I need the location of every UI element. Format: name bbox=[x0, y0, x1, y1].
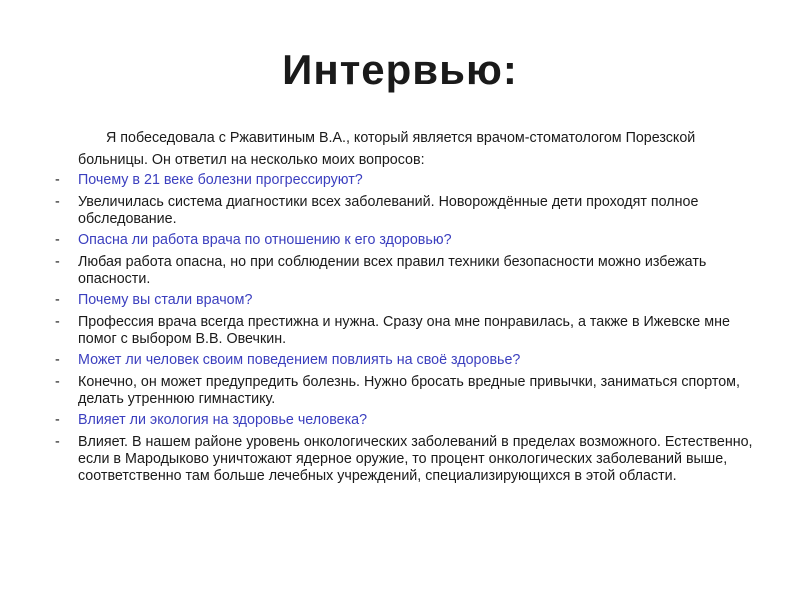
answer-text: Любая работа опасна, но при соблюдении всех правил техники безопасности можно избежать опасности. bbox=[78, 254, 707, 287]
bullet-dash: - bbox=[55, 314, 60, 330]
question-text: Влияет ли экология на здоровье человека? bbox=[78, 412, 368, 428]
answer-text: Конечно, он может предупредить болезнь. Нужно бросать вредные привычки, заниматься спортом, делать утреннюю гимнастику. bbox=[78, 374, 740, 407]
question-text: Опасна ли работа врача по отношению к его здоровью? bbox=[78, 232, 452, 248]
question-text: Может ли человек своим поведением повлиять на своё здоровье? bbox=[78, 352, 521, 368]
qa-list bbox=[0, 172, 800, 489]
list-item-question-2 bbox=[0, 232, 758, 249]
page-title: Интервью: bbox=[282, 46, 518, 93]
list-item-answer-4 bbox=[0, 374, 758, 408]
list-item-answer-2 bbox=[0, 254, 758, 288]
list-item-question-4 bbox=[0, 352, 758, 369]
bullet-dash: - bbox=[55, 292, 60, 308]
bullet-dash: - bbox=[55, 194, 60, 210]
answer-text: Профессия врача всегда престижна и нужна. Сразу она мне понравилась, а также в Ижевске мне помог с выбором В.В. Овечкин. bbox=[78, 314, 730, 347]
question-text: Почему вы стали врачом? bbox=[78, 292, 253, 308]
list-item-question-3 bbox=[0, 292, 758, 309]
list-item-question-1 bbox=[0, 172, 758, 189]
list-item-answer-3 bbox=[0, 314, 758, 348]
bullet-dash: - bbox=[55, 374, 60, 390]
list-item-answer-1 bbox=[0, 194, 758, 228]
bullet-dash: - bbox=[55, 254, 60, 270]
question-text: Почему в 21 веке болезни прогрессируют? bbox=[78, 172, 363, 188]
bullet-dash: - bbox=[55, 434, 60, 450]
intro-text: Я побеседовала с Ржавитиным В.А., который является врачом-стоматологом Порезской больницы. Он ответил на несколько моих вопросов: bbox=[78, 130, 696, 168]
intro-paragraph bbox=[78, 127, 758, 171]
list-item-question-5 bbox=[0, 412, 758, 429]
bullet-dash: - bbox=[55, 412, 60, 428]
list-item-answer-5 bbox=[0, 434, 758, 485]
bullet-dash: - bbox=[55, 232, 60, 248]
answer-text: Влияет. В нашем районе уровень онкологических заболеваний в пределах возможного. Естественно, если в Мародыково уничтожают ядерное оружие, то процент онкологических заболеваний выше, соответственно там больше лечебных учреждений, специализирующихся в этой области. bbox=[78, 434, 753, 484]
bullet-dash: - bbox=[55, 352, 60, 368]
bullet-dash: - bbox=[55, 172, 60, 188]
answer-text: Увеличилась система диагностики всех заболеваний. Новорождённые дети проходят полное обследование. bbox=[78, 194, 699, 227]
